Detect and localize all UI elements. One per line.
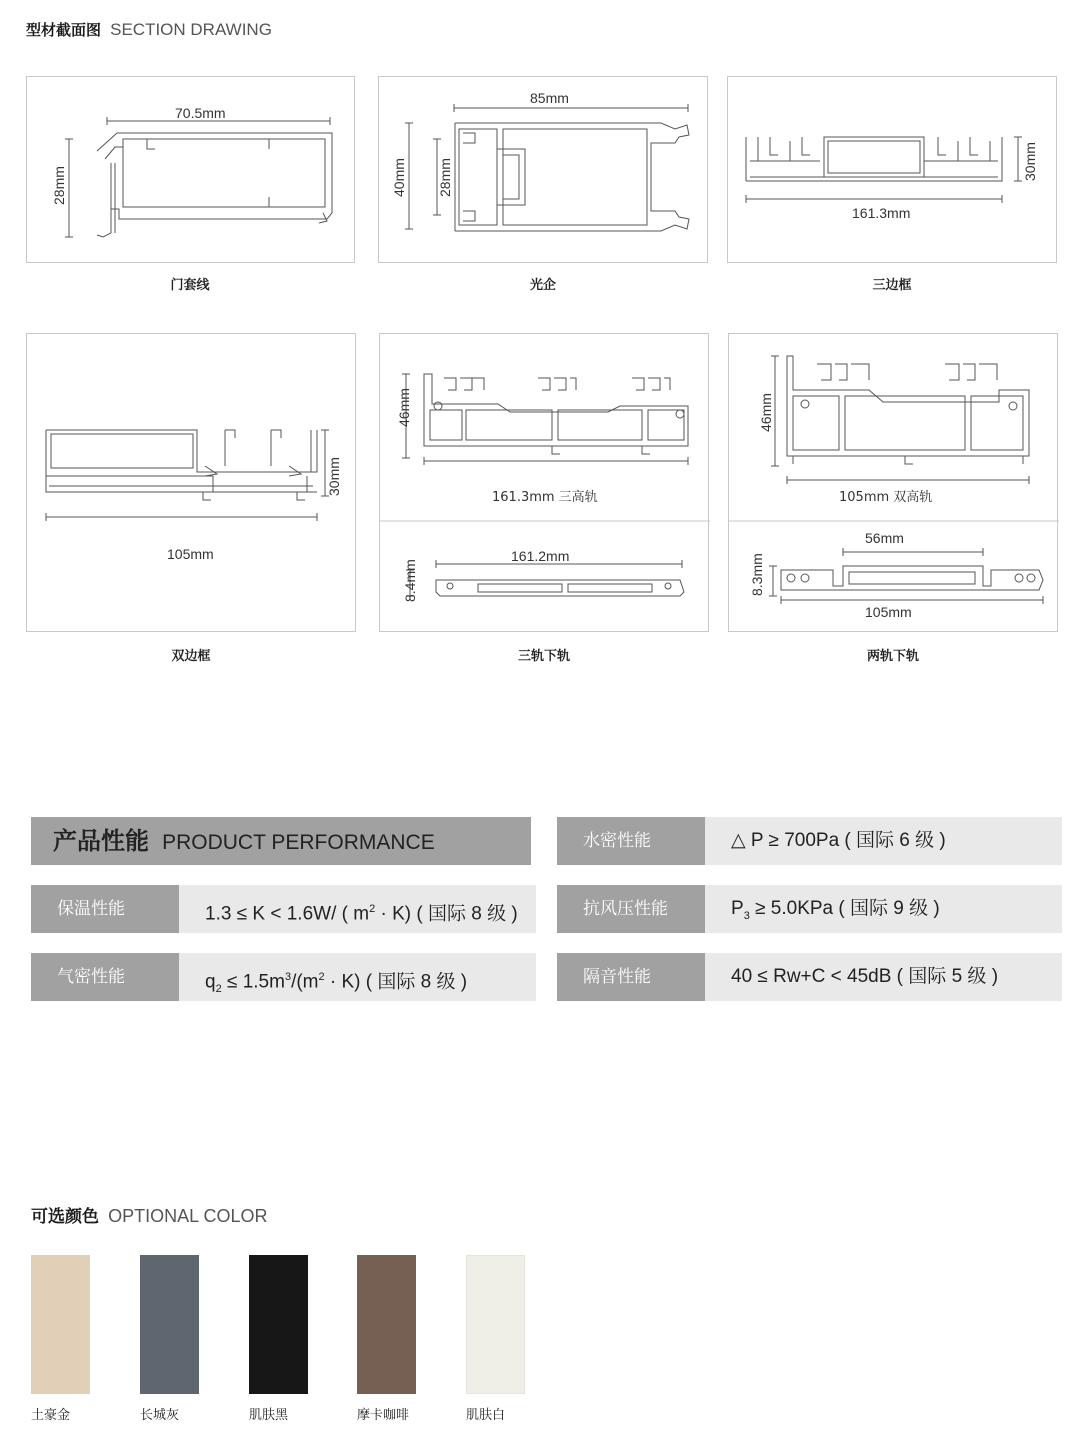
two-lower-rail-width-label: 105mm [865,604,912,620]
three-side-frame-drawing [728,77,1058,264]
section-title [26,19,272,40]
panel-three-rail [379,333,709,632]
air-value-part: /(m [291,971,319,993]
panel-two-rail [728,333,1058,632]
air-value-sup: 3 [284,971,292,983]
thermal-value-sup: 2 [369,903,376,915]
caption-three-lower-rail: 三轨下轨 [517,649,570,664]
performance-row-water [557,817,1062,865]
caption-double-side-frame: 双边框 [171,649,211,664]
wind-label: 抗风压性能 [557,885,705,933]
color-swatch-gray[interactable] [140,1255,199,1394]
air-value-part: q [205,971,216,993]
three-side-frame-height-label: 30mm [1022,142,1038,181]
three-high-rail-height-label: 46mm [396,388,412,427]
door-trim-drawing [27,77,356,264]
wind-value-part: P [731,898,744,919]
color-swatch-mocha[interactable] [357,1255,416,1394]
performance-title-cn: 产品性能 [53,827,149,855]
wind-value-sub: 3 [743,909,750,922]
colors-title [31,1202,267,1227]
wind-value [705,885,1062,933]
double-side-frame-drawing [27,334,357,633]
panel-double-side-frame [26,333,356,632]
color-label-black: 肌肤黑 [249,1408,289,1423]
section-title-cn: 型材截面图 [26,21,102,39]
water-value: △ P ≥ 700Pa ( 国际 6 级 ) [705,817,1062,865]
color-swatch-white[interactable] [466,1255,525,1394]
air-label: 气密性能 [31,953,179,1001]
performance-title-en: PRODUCT PERFORMANCE [162,831,435,854]
wind-value-part: ≥ 5.0KPa ( 国际 9 级 ) [749,898,940,919]
guangqi-outer-height-label: 40mm [391,158,407,197]
panel-three-side-frame [727,76,1057,263]
air-value-sup: 2 [318,971,325,983]
performance-row-air [31,953,536,1001]
performance-row-wind [557,885,1062,933]
panel-guangqi [378,76,708,263]
door-trim-width-label: 70.5mm [175,105,226,121]
two-rail-drawing [729,334,1059,633]
air-value-part: · K) ( 国际 8 级 ) [324,971,468,993]
three-lower-rail-height-label: 8.4mm [402,559,418,602]
color-swatch-black[interactable] [249,1255,308,1394]
color-label-gray: 长城灰 [140,1408,180,1423]
sound-value: 40 ≤ Rw+C < 45dB ( 国际 5 级 ) [705,953,1062,1001]
colors-title-en: OPTIONAL COLOR [108,1206,268,1226]
door-trim-height-label: 28mm [51,166,67,205]
caption-guangqi: 光企 [529,278,556,293]
double-side-frame-height-label: 30mm [326,457,342,496]
color-label-mocha: 摩卡咖啡 [357,1408,410,1423]
three-rail-drawing [380,334,710,633]
guangqi-inner-height-label: 28mm [437,158,453,197]
air-value-sub: 2 [215,983,222,996]
guangqi-width-label: 85mm [530,90,569,106]
caption-two-lower-rail: 两轨下轨 [866,649,919,664]
double-side-frame-width-label: 105mm [167,546,214,562]
caption-three-side-frame: 三边框 [872,278,912,293]
section-title-en: SECTION DRAWING [110,20,272,39]
panel-door-trim [26,76,355,263]
air-value [179,953,536,1001]
air-value-part: ≤ 1.5m [221,971,285,993]
double-high-rail-height-label: 46mm [758,393,774,432]
thermal-label: 保温性能 [31,885,179,933]
caption-door-trim: 门套线 [170,278,210,293]
performance-row-thermal [31,885,536,933]
two-lower-rail-top-width-label: 56mm [865,530,904,546]
thermal-value-part: 1.3 ≤ K < 1.6W/ ( m [205,903,370,925]
color-swatch-gold[interactable] [31,1255,90,1394]
colors-title-cn: 可选颜色 [31,1207,99,1227]
color-label-white: 肌肤白 [466,1408,506,1423]
guangqi-drawing [379,77,709,264]
color-label-gold: 土豪金 [31,1408,71,1423]
sound-label: 隔音性能 [557,953,705,1001]
thermal-value [179,885,536,933]
water-label: 水密性能 [557,817,705,865]
thermal-value-part: · K) ( 国际 8 级 ) [375,903,518,925]
performance-row-sound [557,953,1062,1001]
two-lower-rail-height-label: 8.3mm [749,553,765,596]
double-high-rail-label: 105mm 双高轨 [839,490,933,505]
three-high-rail-label: 161.3mm 三高轨 [492,490,598,505]
three-side-frame-width-label: 161.3mm [852,205,911,221]
performance-header [31,817,531,865]
three-lower-rail-width-label: 161.2mm [511,548,570,564]
